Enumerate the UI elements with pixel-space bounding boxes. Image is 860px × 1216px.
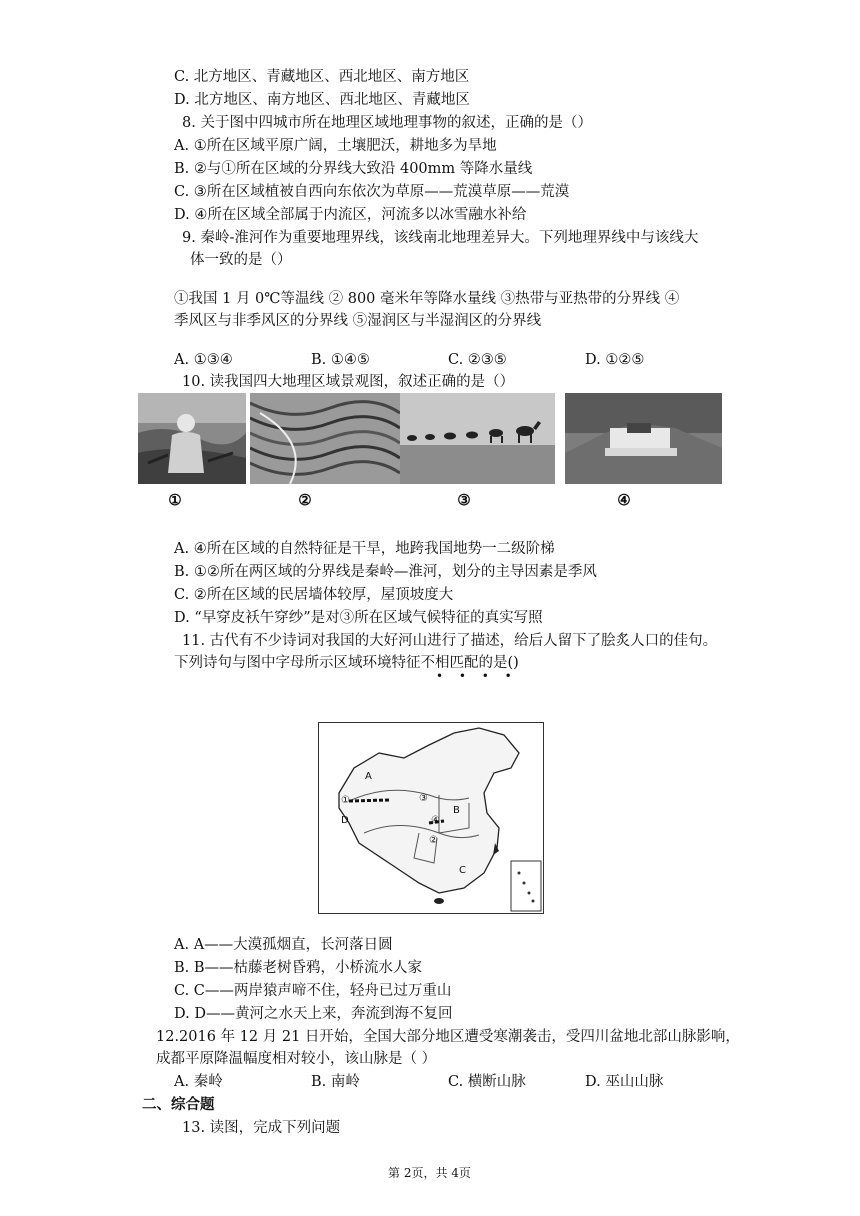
question-11: 11. 古代有不少诗词对我国的大好河山进行了描述，给后人留下了脍炙人口的佳句。	[182, 633, 718, 649]
q8-option-c: C. ③所在区域植被自西向东依次为草原——荒漠草原——荒漠	[174, 184, 570, 200]
q10-option-a: A. ④所在区域的自然特征是干旱，地跨我国地势一二级阶梯	[174, 541, 555, 557]
q9-statements-2: 季风区与非季风区的分界线 ⑤湿润区与半湿润区的分界线	[174, 313, 542, 329]
photo-label-3: ③	[457, 491, 471, 509]
question-13: 13. 读图，完成下列问题	[182, 1120, 341, 1136]
question-10: 10. 读我国四大地理区域景观图，叙述正确的是（）	[182, 374, 515, 390]
q10-option-d: D. “早穿皮袄午穿纱”是对③所在区域气候特征的真实写照	[174, 610, 543, 626]
q12-option-d: D. 巫山山脉	[585, 1074, 664, 1090]
q12-option-b: B. 南岭	[311, 1074, 360, 1090]
photo-label-1: ①	[168, 491, 182, 509]
question-11-cont: 下列诗句与图中字母所示区域环境特征不相匹配的是()	[174, 655, 519, 671]
q9-option-a: A. ①③④	[174, 352, 233, 368]
china-region-map	[318, 722, 544, 914]
q11-option-d: D. D——黄河之水天上来，奔流到海不复回	[174, 1006, 453, 1022]
landscape-photo-2	[250, 393, 400, 484]
question-9-cont: 体一致的是（）	[190, 252, 292, 268]
q11-option-b: B. B——枯藤老树昏鸦，小桥流水人家	[174, 960, 423, 976]
landscape-photo-1	[138, 393, 246, 484]
question-12: 12.2016 年 12 月 21 日开始，全国大部分地区遭受寒潮袭击，受四川盆地北部山脉影响，	[156, 1029, 740, 1045]
option-d: D. 北方地区、南方地区、西北地区、青藏地区	[174, 92, 470, 108]
page-footer: 第 2页，共 4页	[388, 1166, 471, 1180]
q9-option-c: C. ②③⑤	[448, 352, 507, 368]
map-label-a: A	[365, 771, 372, 782]
photo-label-2: ②	[298, 491, 312, 509]
map-label-1: ①	[341, 795, 350, 806]
section-heading: 二、综合题	[142, 1096, 215, 1113]
map-label-4: ④	[431, 815, 440, 826]
q12-option-c: C. 横断山脉	[448, 1074, 526, 1090]
emphasis-dots: • • • •	[436, 669, 518, 683]
landscape-photo-3	[400, 393, 555, 484]
map-label-2: ②	[429, 835, 438, 846]
question-12-cont: 成都平原降温幅度相对较小，该山脉是（ ）	[156, 1051, 437, 1067]
map-label-3: ③	[419, 793, 428, 804]
map-label-c: C	[459, 865, 466, 876]
landscape-photo-4	[565, 393, 722, 484]
q8-option-b: B. ②与①所在区域的分界线大致沿 400mm 等降水量线	[174, 161, 533, 177]
q9-statements-1: ①我国 1 月 0℃等温线 ② 800 毫米年等降水量线 ③热带与亚热带的分界线 ④	[174, 291, 680, 307]
option-c: C. 北方地区、青藏地区、西北地区、南方地区	[174, 69, 470, 85]
q11-option-c: C. C——两岸猿声啼不住，轻舟已过万重山	[174, 983, 452, 999]
q9-option-d: D. ①②⑤	[585, 352, 645, 368]
q10-option-b: B. ①②所在两区域的分界线是秦岭—淮河，划分的主导因素是季风	[174, 564, 597, 580]
q10-option-c: C. ②所在区域的民居墙体较厚，屋顶坡度大	[174, 587, 454, 603]
question-9: 9. 秦岭-淮河作为重要地理界线，该线南北地理差异大。下列地理界线中与该线大	[182, 230, 699, 246]
q9-option-b: B. ①④⑤	[311, 352, 370, 368]
question-8: 8. 关于图中四城市所在地理区域地理事物的叙述，正确的是（）	[182, 115, 592, 131]
map-label-d: D	[341, 815, 349, 826]
q11-option-a: A. A——大漠孤烟直，长河落日圆	[174, 937, 393, 953]
q12-option-a: A. 秦岭	[174, 1074, 223, 1090]
q8-option-a: A. ①所在区域平原广阔，土壤肥沃，耕地多为旱地	[174, 138, 497, 154]
photo-label-4: ④	[617, 491, 631, 509]
q8-option-d: D. ④所在区域全部属于内流区，河流多以冰雪融水补给	[174, 207, 527, 223]
map-label-b: B	[453, 805, 460, 816]
